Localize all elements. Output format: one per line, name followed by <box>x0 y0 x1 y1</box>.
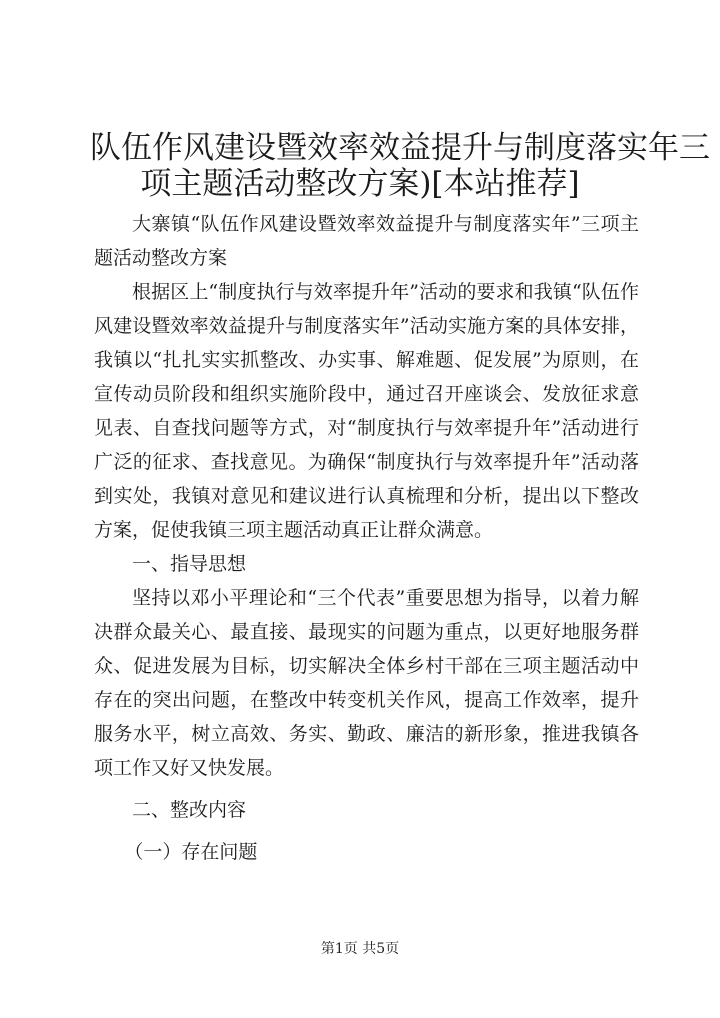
document-body <box>94 207 639 869</box>
document-subtitle: 大寨镇“队伍作风建设暨效率效益提升与制度落实年”三项主题活动整改方案 <box>94 213 639 269</box>
document-title-line-1: 队伍作风建设暨效率效益提升与制度落实年三 <box>90 130 710 166</box>
section-heading-rectification-content: 二、整改内容 <box>132 799 247 821</box>
paragraph-introduction: 根据区上“制度执行与效率提升年”活动的要求和我镇“队伍作风建设暨效率效益提升与制度落实年”活动实施方案的具体安排，我镇以“扎扎实实抓整改、办实事、解难题、促发展”为原则，在宣传动员阶段和组织实施阶段中，通过召开座谈会、发放征求意见表、自查找问题等方式，对“制度执行与效率提升年”活动进行广泛的征求、查找意见。为确保“制度执行与效率提升年”活动落到实处，我镇对意见和建议进行认真梳理和分析，提出以下整改方案，促使我镇三项主题活动真正让群众满意。 <box>94 281 639 541</box>
page-number-footer: 第1页 共5页 <box>320 941 400 957</box>
subsection-heading-existing-problems: （一）存在问题 <box>124 841 258 863</box>
document-title-line-2: 项主题活动整改方案)[本站推荐] <box>140 166 580 202</box>
paragraph-guiding-ideology: 坚持以邓小平理论和“三个代表”重要思想为指导，以着力解决群众最关心、最直接、最现实的问题为重点，以更好地服务群众、促进发展为目标，切实解决全体乡村干部在三项主题活动中存在的突出问题，在整改中转变机关作风，提高工作效率，提升服务水平，树立高效、务实、勤政、廉洁的新形象，推进我镇各项工作又好又快发展。 <box>94 587 639 779</box>
section-heading-guiding-ideology: 一、指导思想 <box>132 553 247 575</box>
